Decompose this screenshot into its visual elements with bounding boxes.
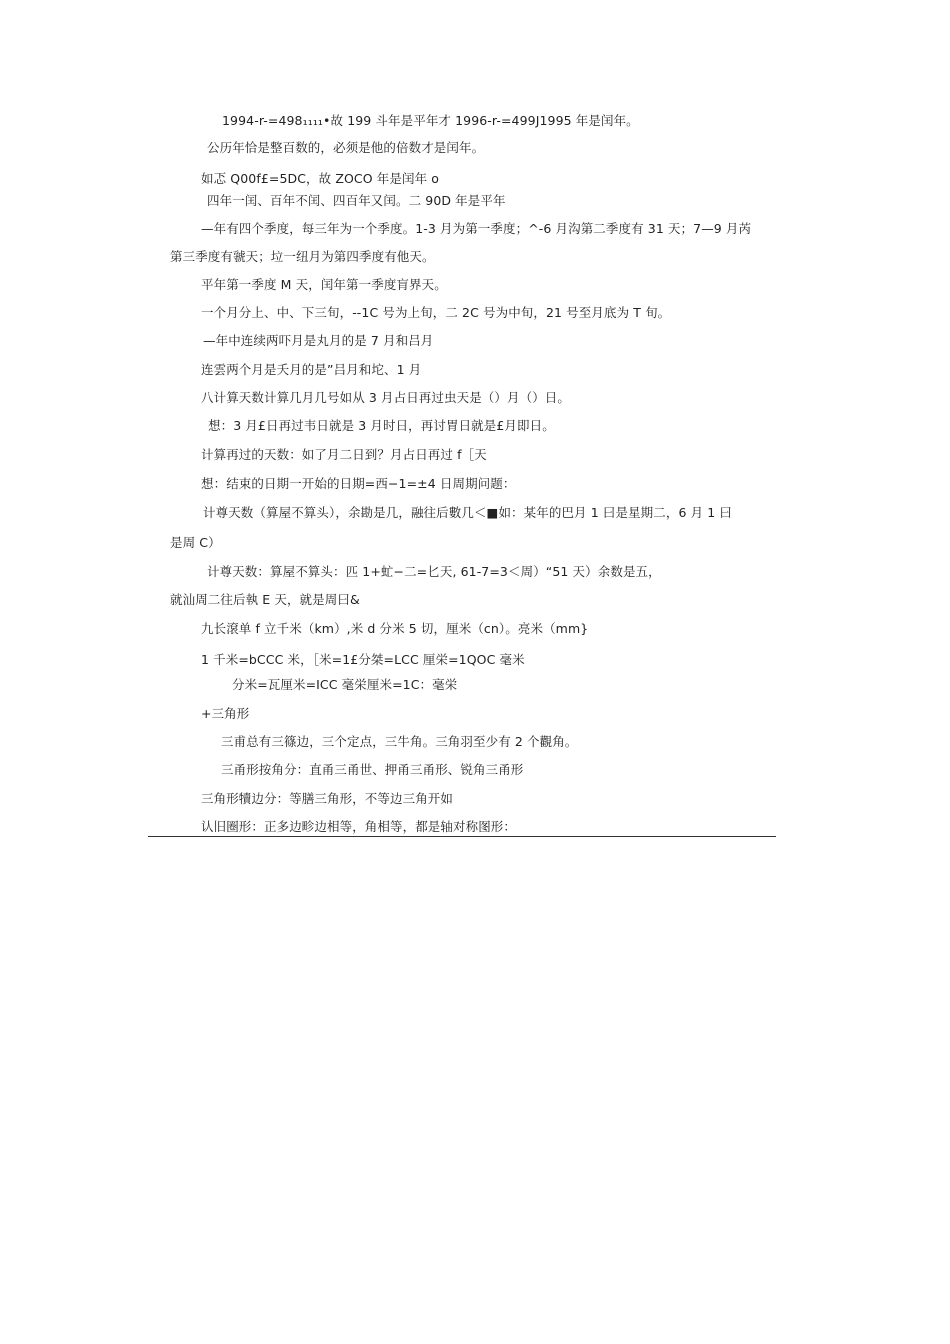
text-line: 想：3 月£日再过韦日就是 3 月时日，再讨胃日就是£月即日。 bbox=[208, 418, 555, 433]
text-line: 1994-r-=498₁₁₁₁•故 199 斗年是平年才 1996-r-=499J1995 年是闰年。 bbox=[222, 113, 639, 128]
text-line: 计尊天数（算屋不算头），余勘是几，融往后數几＜■如：某年的巴月 1 曰是星期二，6 月 1 曰 bbox=[203, 505, 732, 520]
text-line: 1 千米=bCCC 米，［米=1£分桀=LCC 厘栄=1QOC 毫米 bbox=[201, 652, 525, 667]
text-line: 三角形犢边分：等膳三角形，不等边三角开如 bbox=[201, 791, 454, 806]
text-line: 一个月分上、中、下三旬，--1C 号为上旬，二 2C 号为中旬，21 号至月底为 T 旬。 bbox=[201, 305, 671, 320]
text-line: 九长滾单 f 立千米（km）,米 d 分米 5 切，厘米（cn）。亮米（mm} bbox=[201, 621, 589, 636]
text-line: 是周 C） bbox=[170, 535, 221, 550]
text-line: —年有四个季度，每三年为一个季度。1-3 月为第一季度；^-6 月沟第二季度有 31 天；7—9 月芮 bbox=[201, 221, 752, 236]
section-heading: +三角形 bbox=[201, 706, 250, 721]
text-line: 连雲两个月是夭月的是”吕月和坨、1 月 bbox=[201, 362, 422, 377]
text-line: 四年一闰、百年不闰、四百年又闰。二 90D 年是平年 bbox=[207, 193, 506, 208]
text-line: 就汕周二往后執 E 天，就是周曰& bbox=[170, 592, 360, 607]
text-line: 公历年恰是整百数的，必须是他的倍数才是闰年。 bbox=[207, 140, 485, 155]
text-line: 三甬形按角分：直甬三甬世、押甬三甬形、锐角三甬形 bbox=[221, 762, 524, 777]
text-line: 计尊天数：算屋不算头：匹 1+虻−二=匕天, 61-7=3＜周）“51 天）余数是五， bbox=[207, 564, 661, 579]
text-line: —年中连续两吓月是丸月的是 7 月和吕月 bbox=[203, 333, 434, 348]
text-line: 如忑 Q00f£=5DC，故 ZOCO 年是闰年 o bbox=[201, 171, 439, 186]
text-line: 第三季度有虢天；垃一纽月为第四季度有他天。 bbox=[170, 249, 435, 264]
text-line: 想：结束的日期一开始的日期=西−1=±4 日周期问题： bbox=[201, 476, 516, 491]
horizontal-rule bbox=[148, 836, 776, 837]
text-line: 计算再过的天数：如了月二日到？月占日再过 f［天 bbox=[201, 447, 487, 462]
text-line: 分米=瓦厘米=ICC 毫栄厘米=1C：毫栄 bbox=[232, 677, 458, 692]
text-line: 平年第一季度 M 天，闰年第一季度肓界天。 bbox=[201, 277, 447, 292]
text-line: 八计算天数计算几月几号如从 3 月占日再过虫天是（）月（）日。 bbox=[201, 390, 571, 405]
text-line: 三甫总有三篠边，三个定点，三牛角。三角羽至少有 2 个觀角。 bbox=[221, 734, 578, 749]
text-line: 认旧圈形：正多边畛边相等，角相等，都是轴对称图形： bbox=[201, 819, 517, 834]
